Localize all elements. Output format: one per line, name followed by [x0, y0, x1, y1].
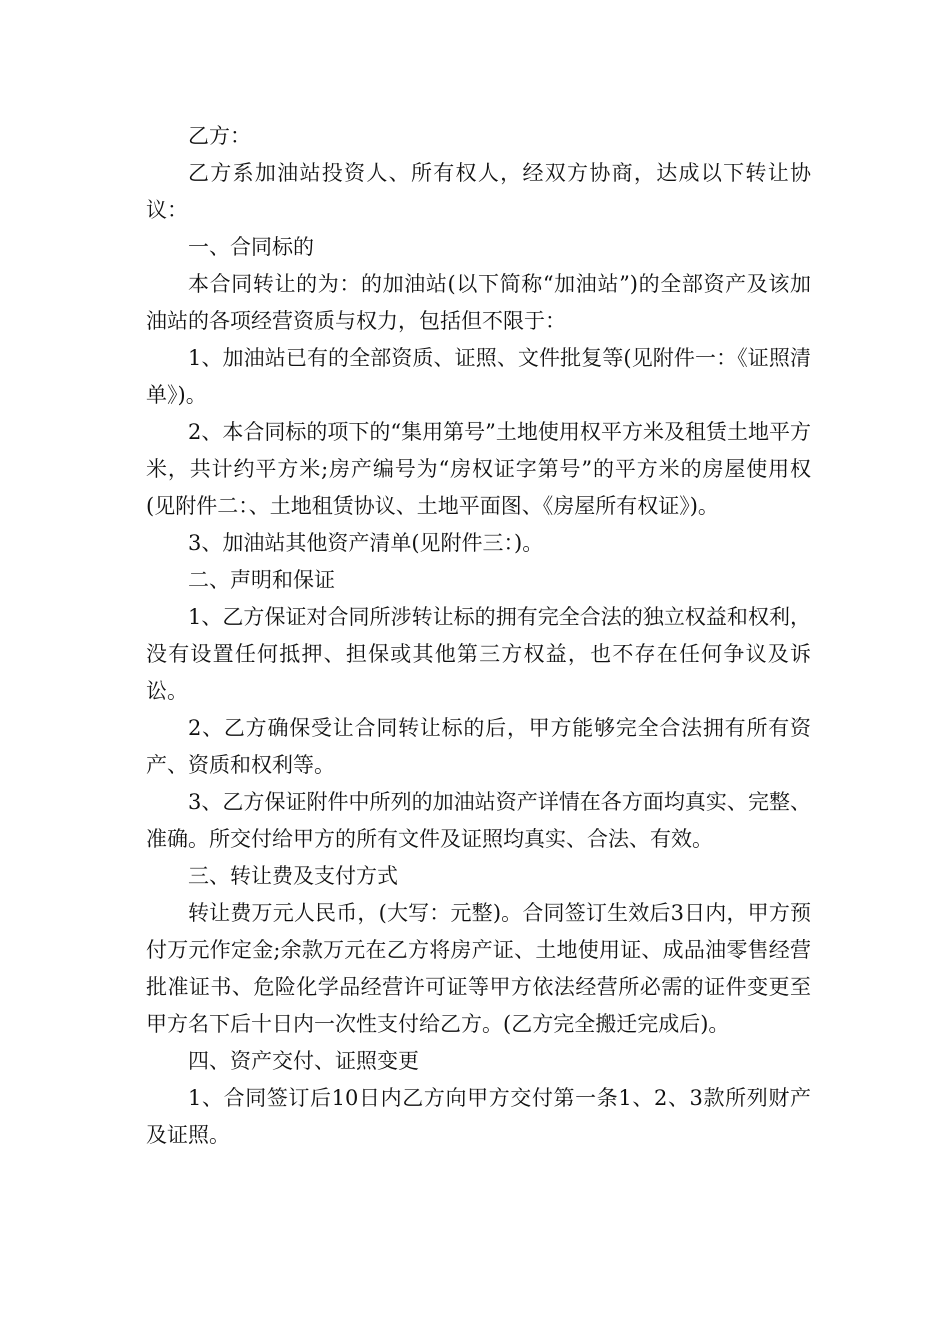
preamble-paragraph: 乙方系加油站投资人、所有权人，经双方协商，达成以下转让协议：	[146, 161, 811, 222]
section-1-item-2: 2、本合同标的项下的“集用第号”土地使用权平方米及租赁土地平方米，共计约平方米;房产编号为“房权证字第号”的平方米的房屋使用权(见附件二：、土地租赁协议、土地平面图、《房屋所有权证》)。	[146, 420, 811, 518]
document-body	[146, 118, 811, 1154]
section-1-item-1: 1、加油站已有的全部资质、证照、文件批复等(见附件一：《证照清单》)。	[146, 346, 811, 407]
section-1-item-3: 3、加油站其他资产清单(见附件三：)。	[188, 531, 544, 555]
section-heading-1: 一、合同标的	[188, 235, 314, 259]
section-2-item-1: 1、乙方保证对合同所涉转让标的拥有完全合法的独立权益和权利，没有设置任何抵押、担保或其他第三方权益，也不存在任何争议及诉讼。	[146, 605, 811, 703]
section-3-body: 转让费万元人民币，(大写：元整)。合同签订生效后3日内，甲方预付万元作定金;余款万元在乙方将房产证、土地使用证、成品油零售经营批准证书、危险化学品经营许可证等甲方依法经营所必需的证件变更至甲方名下后十日内一次性支付给乙方。(乙方完全搬迁完成后)。	[146, 901, 811, 1036]
section-heading-4: 四、资产交付、证照变更	[188, 1049, 419, 1073]
section-1-intro: 本合同转让的为：的加油站(以下简称“加油站”)的全部资产及该加油站的各项经营资质与权力，包括但不限于：	[146, 272, 811, 333]
section-4-item-1: 1、合同签订后10日内乙方向甲方交付第一条1、2、3款所列财产及证照。	[146, 1086, 811, 1147]
section-2-item-3: 3、乙方保证附件中所列的加油站资产详情在各方面均真实、完整、准确。所交付给甲方的所有文件及证照均真实、合法、有效。	[146, 790, 811, 851]
party-b-label: 乙方：	[188, 124, 251, 148]
section-heading-3: 三、转让费及支付方式	[188, 864, 398, 888]
section-heading-2: 二、声明和保证	[188, 568, 335, 592]
section-2-item-2: 2、乙方确保受让合同转让标的后，甲方能够完全合法拥有所有资产、资质和权利等。	[146, 716, 811, 777]
